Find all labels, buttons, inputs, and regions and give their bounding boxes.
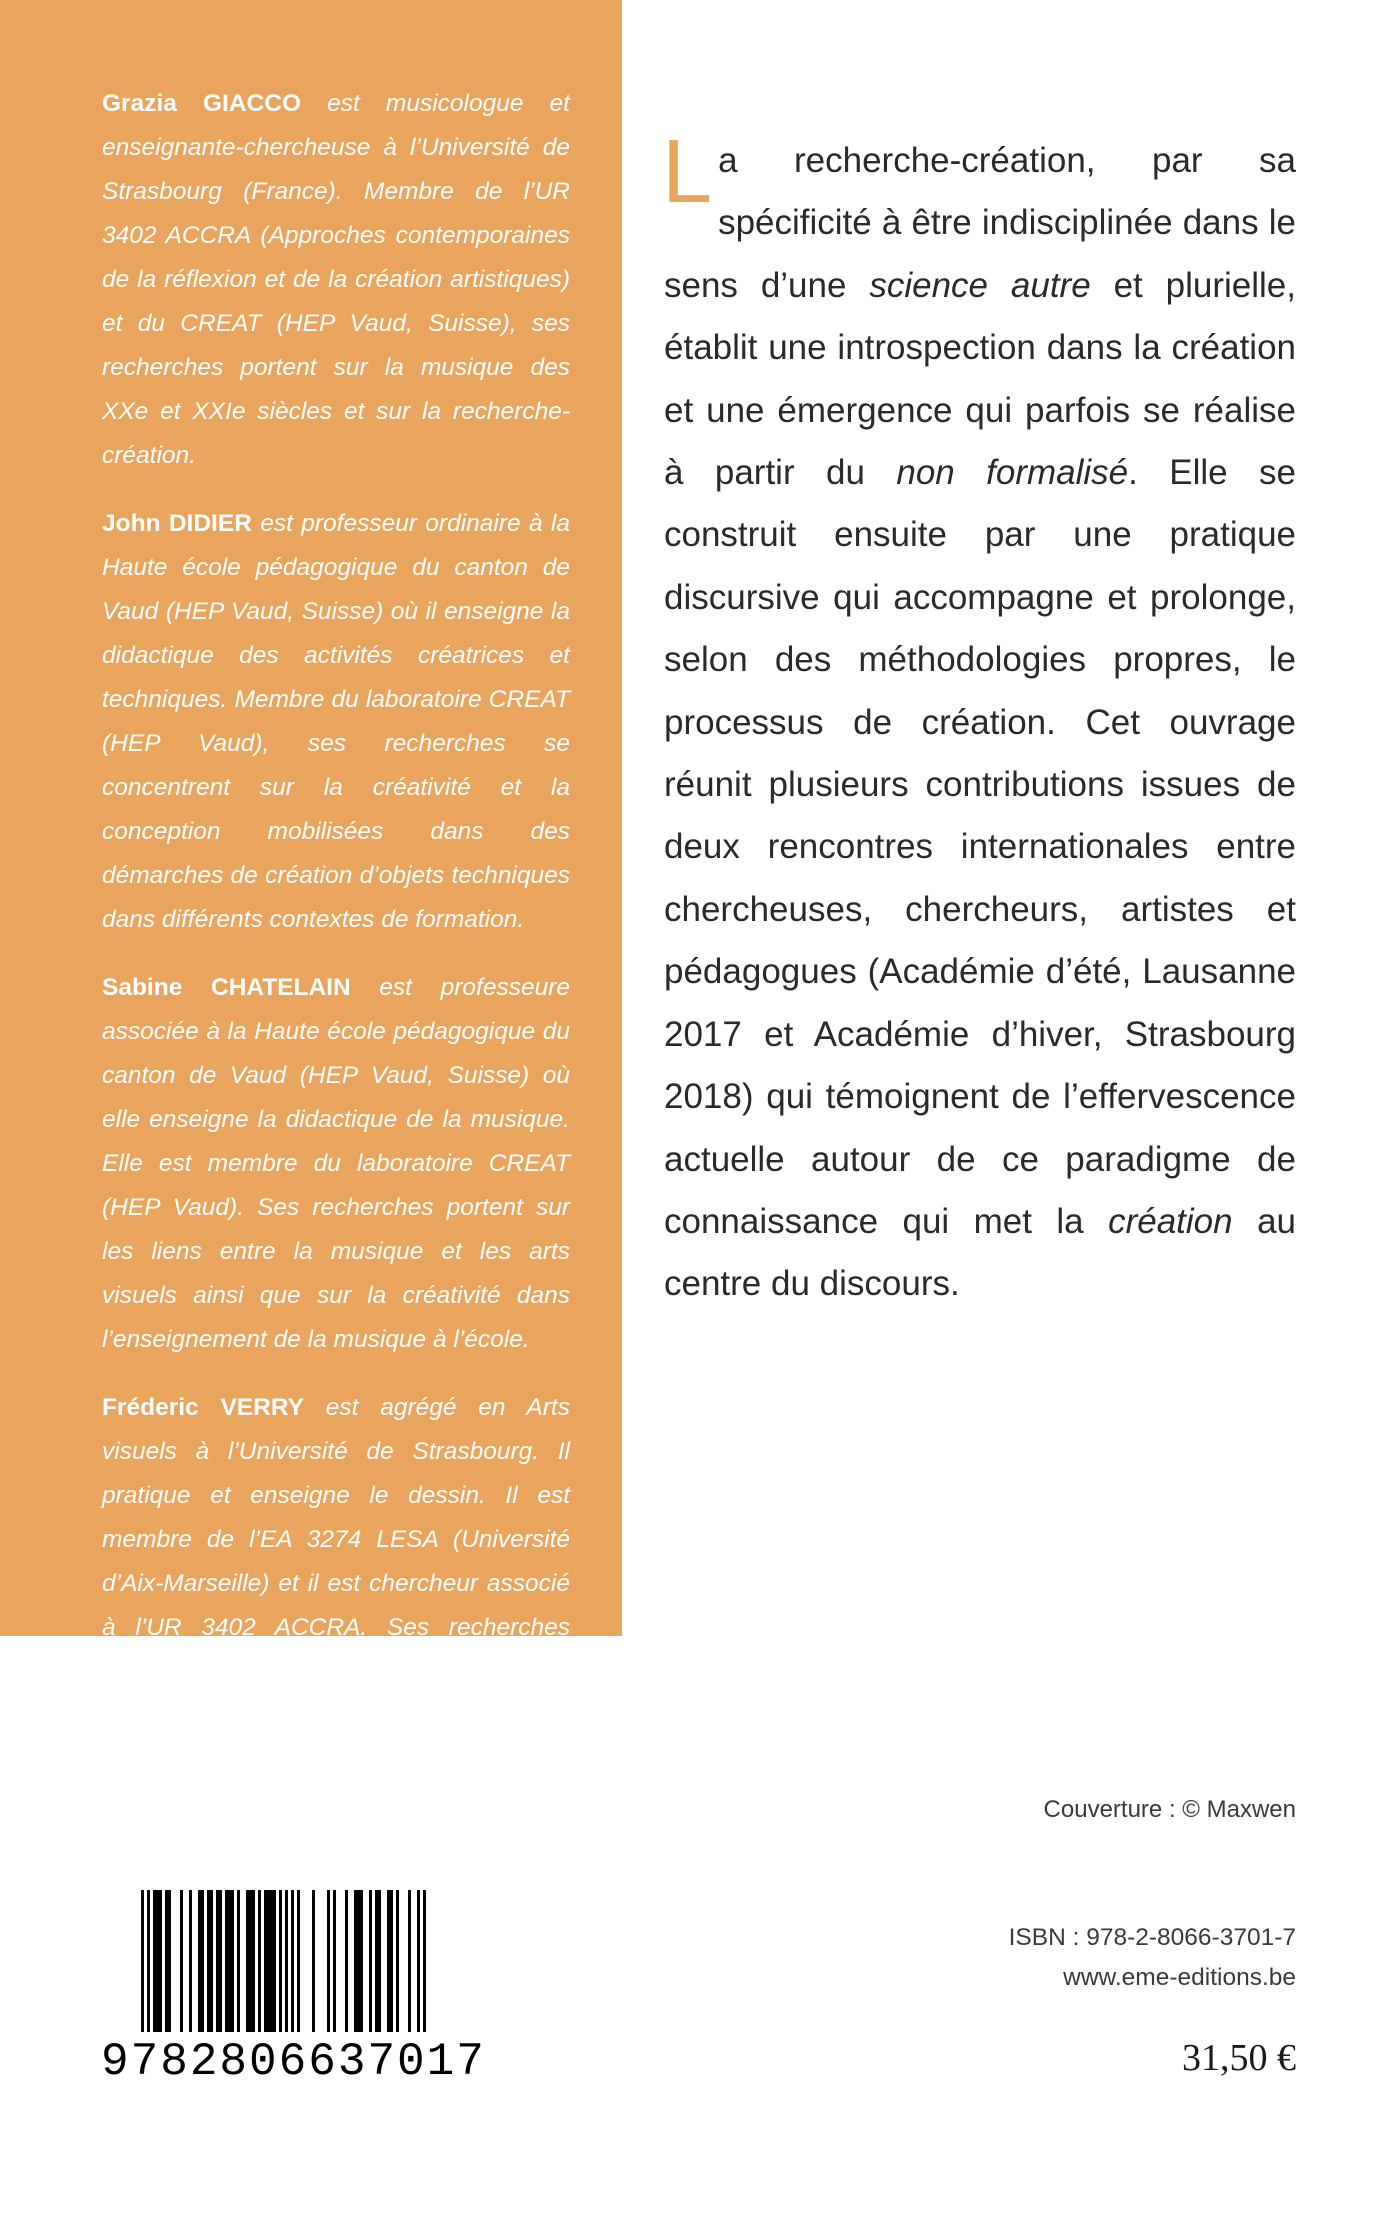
barcode-number: 9782806637017 xyxy=(101,2036,486,2088)
bio-john-didier xyxy=(102,502,570,942)
description-paragraph xyxy=(662,122,1297,1316)
barcode-bar xyxy=(201,1890,204,2032)
barcode-bar xyxy=(273,1890,276,2032)
barcode-bar xyxy=(210,1890,213,2032)
barcode-bar xyxy=(378,1890,381,2032)
author-bios-panel xyxy=(0,0,622,1729)
isbn-barcode xyxy=(101,1890,486,2090)
barcode-bar xyxy=(237,1890,240,2032)
description-emphasis: science autre xyxy=(869,265,1091,305)
barcode-bar xyxy=(345,1890,348,2032)
author-bio-text: est professeure associée à la Haute école pédagogique du canton de Vaud (HEP Vaud, Suisse) où elle enseigne la didactique de la musique. Elle est membre du laboratoire CREAT (HEP Vaud). Ses recherches portent sur les liens entre la musique et les arts visuels ainsi que sur la créativité dans l’enseignement de la musique à l’école. xyxy=(102,974,570,1353)
bio-frederic-verry xyxy=(102,1386,570,1738)
cover-credit: Couverture : © Maxwen xyxy=(1043,1796,1296,1823)
barcode-bar xyxy=(207,1890,210,2032)
barcode-bar xyxy=(387,1890,390,2032)
barcode-bar xyxy=(147,1890,150,2032)
barcode-bar xyxy=(408,1890,411,2032)
barcode-bar xyxy=(189,1890,192,2032)
barcode-bar xyxy=(390,1890,393,2032)
price: 31,50 € xyxy=(1182,2037,1296,2079)
barcode-bar xyxy=(327,1890,330,2032)
barcode-bar xyxy=(357,1890,360,2032)
author-bios xyxy=(102,82,570,1762)
bio-grazia-giacco xyxy=(102,82,570,478)
author-bio-text: est agrégé en Arts visuels à l’Université de Strasbourg. Il pratique et enseigne le dessin. Il est membre de l’EA 3274 LESA (Université d’Aix-Marseille) et il est chercheur associé à l’UR 3402 ACCRA. Ses recherches portent sur les pratiques graphiques, le rêve et l’étrangeté dans les arts visuels. xyxy=(102,1394,570,1729)
barcode-bar xyxy=(279,1890,282,2032)
barcode-bar xyxy=(246,1890,249,2032)
barcode-bar xyxy=(159,1890,162,2032)
barcode-bar xyxy=(369,1890,372,2032)
barcode-bar xyxy=(198,1890,201,2032)
bio-sabine-chatelain xyxy=(102,966,570,1362)
barcode-bar xyxy=(417,1890,420,2032)
description-text: et plurielle, établit une introspection dans la création et une émergence qui parfois se réalise à partir du xyxy=(664,265,1296,493)
author-name: Fréderic VERRY xyxy=(102,1394,304,1421)
barcode-bar xyxy=(225,1890,228,2032)
barcode-bar xyxy=(252,1890,255,2032)
description-text: au centre du discours. xyxy=(664,1201,1296,1304)
barcode-bar xyxy=(165,1890,168,2032)
barcode-bar xyxy=(375,1890,378,2032)
barcode-bar xyxy=(180,1890,183,2032)
barcode-bar xyxy=(423,1890,426,2032)
barcode-bar xyxy=(156,1890,159,2032)
book-description xyxy=(662,122,1297,1316)
barcode-bar xyxy=(141,1890,144,2032)
description-emphasis: création xyxy=(1108,1201,1233,1241)
barcode-bar xyxy=(219,1890,222,2032)
drop-cap: L xyxy=(662,122,713,222)
barcode-bar xyxy=(264,1890,267,2032)
barcode-bar xyxy=(153,1890,156,2032)
author-name: John DIDIER xyxy=(102,510,252,537)
barcode-bar xyxy=(249,1890,252,2032)
description-emphasis: non formalisé xyxy=(896,453,1129,493)
author-name: Sabine CHATELAIN xyxy=(102,974,351,1001)
barcode-bars xyxy=(101,1890,471,2038)
isbn-number: ISBN : 978-2-8066-3701-7 xyxy=(1008,1924,1296,1951)
barcode-bar xyxy=(285,1890,288,2032)
author-name: Grazia GIACCO xyxy=(102,90,302,117)
barcode-bar xyxy=(270,1890,273,2032)
author-bio-text: est musicologue et enseignante-chercheuse à l’Université de Strasbourg (France). Membre de l’UR 3402 ACCRA (Approches contemporaines de la réflexion et de la création artistiques) et du CREAT (HEP Vaud, Suisse), ses recherches portent sur la musique des XXe et XXIe siècles et sur la recherche-création. xyxy=(102,90,570,469)
barcode-bar xyxy=(333,1890,336,2032)
barcode-bar xyxy=(312,1890,315,2032)
barcode-bar xyxy=(354,1890,357,2032)
barcode-bar xyxy=(396,1890,399,2032)
barcode-bar xyxy=(228,1890,231,2032)
description-text: a recherche-création, par sa spécificité à être indisciplinée dans le sens d’une xyxy=(664,141,1296,305)
barcode-bar xyxy=(168,1890,171,2032)
barcode-bar xyxy=(258,1890,261,2032)
publisher-website: www.eme-editions.be xyxy=(1063,1964,1296,1991)
barcode-bar xyxy=(360,1890,363,2032)
barcode-bar xyxy=(297,1890,300,2032)
barcode-bar xyxy=(291,1890,294,2032)
barcode-bar xyxy=(267,1890,270,2032)
description-text: . Elle se construit ensuite par une pratique discursive qui accompagne et prolonge, selon des méthodologies propres, le processus de création. Cet ouvrage réunit plusieurs contributions issues de deux rencontres internationales entre chercheuses, chercheurs, artistes et pédagogues (Académie d’été, Lausanne 2017 et Académie d’hiver, Strasbourg 2018) qui témoignent de l’effervescence actuelle autour de ce paradigme de connaissance qui met la xyxy=(664,453,1297,1241)
author-bio-text: est professeur ordinaire à la Haute école pédagogique du canton de Vaud (HEP Vaud, Suisse) où il enseigne la didactique des activités créatrices et techniques. Membre du laboratoire CREAT (HEP Vaud), ses recherches se concentrent sur la créativité et la conception mobilisées dans des démarches de création d’objets techniques dans différents contextes de formation. xyxy=(102,510,570,933)
barcode-bar xyxy=(231,1890,234,2032)
barcode-bar xyxy=(216,1890,219,2032)
